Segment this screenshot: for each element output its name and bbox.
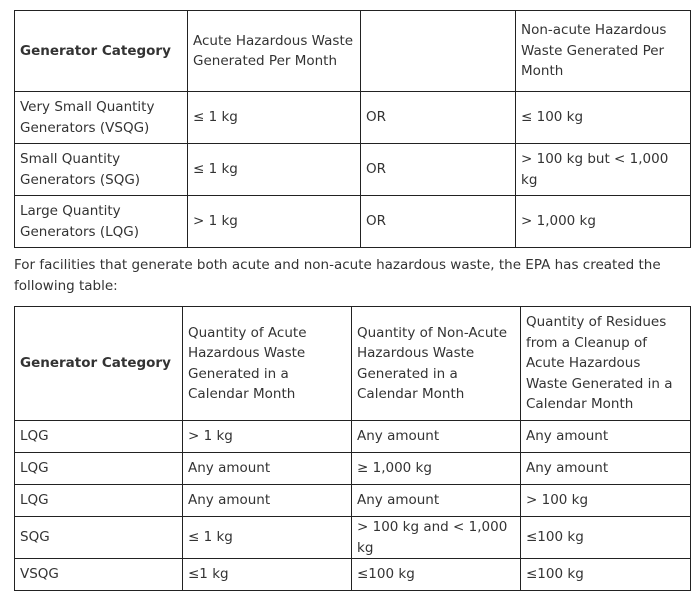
table-header-row	[15, 307, 691, 421]
table-cell: Any amount	[521, 421, 691, 453]
table-row	[15, 144, 691, 196]
table-row	[15, 453, 691, 485]
table-cell: VSQG	[15, 559, 183, 591]
table-cell: > 100 kg but < 1,000 kg	[516, 144, 691, 196]
header-cell: Generator Category	[15, 11, 188, 92]
table-cell: Any amount	[352, 485, 521, 517]
table-cell: ≤ 1 kg	[188, 92, 361, 144]
table-cell: OR	[361, 196, 516, 248]
header-cell: Acute Hazardous Waste Generated Per Month	[188, 11, 361, 92]
table-row	[15, 92, 691, 144]
table-cell: SQG	[15, 517, 183, 559]
table-cell: Large Quantity Generators (LQG)	[15, 196, 188, 248]
table-cell: LQG	[15, 453, 183, 485]
table-cell: LQG	[15, 421, 183, 453]
table-cell: > 100 kg	[521, 485, 691, 517]
table-cell: ≤ 1 kg	[183, 517, 352, 559]
table-cell: Any amount	[183, 485, 352, 517]
header-cell: Generator Category	[15, 307, 183, 421]
table-cell: ≤ 100 kg	[516, 92, 691, 144]
table-cell: Very Small Quantity Generators (VSQG)	[15, 92, 188, 144]
table-cell: Any amount	[183, 453, 352, 485]
table-cell: OR	[361, 92, 516, 144]
table-cell: > 1 kg	[183, 421, 352, 453]
intro-paragraph: For facilities that generate both acute and non-acute hazardous waste, the EPA has created the following table:	[14, 257, 661, 294]
table-cell: OR	[361, 144, 516, 196]
table-cell: > 100 kg and < 1,000 kg	[352, 517, 521, 559]
table-cell: ≤100 kg	[352, 559, 521, 591]
table-cell: Small Quantity Generators (SQG)	[15, 144, 188, 196]
header-cell: Non-acute Hazardous Waste Generated Per Month	[516, 11, 691, 92]
table-row	[15, 421, 691, 453]
header-cell	[361, 11, 516, 92]
table-cell: > 1 kg	[188, 196, 361, 248]
table-cell: Any amount	[352, 421, 521, 453]
header-cell: Quantity of Residues from a Cleanup of Acute Hazardous Waste Generated in a Calendar Month	[521, 307, 691, 421]
table-row	[15, 517, 691, 559]
table-cell: ≤100 kg	[521, 559, 691, 591]
table-cell: LQG	[15, 485, 183, 517]
header-cell: Quantity of Non-Acute Hazardous Waste Generated in a Calendar Month	[352, 307, 521, 421]
generator-category-table	[14, 10, 691, 248]
table-header-row	[15, 11, 691, 92]
table-row	[15, 559, 691, 591]
mixed-waste-generator-table	[14, 306, 691, 591]
table-row	[15, 196, 691, 248]
table-row	[15, 485, 691, 517]
table-cell: ≤1 kg	[183, 559, 352, 591]
header-cell: Quantity of Acute Hazardous Waste Generated in a Calendar Month	[183, 307, 352, 421]
table-cell: ≤ 1 kg	[188, 144, 361, 196]
table-cell: Any amount	[521, 453, 691, 485]
table-cell: > 1,000 kg	[516, 196, 691, 248]
table-cell: ≤100 kg	[521, 517, 691, 559]
table-cell: ≥ 1,000 kg	[352, 453, 521, 485]
